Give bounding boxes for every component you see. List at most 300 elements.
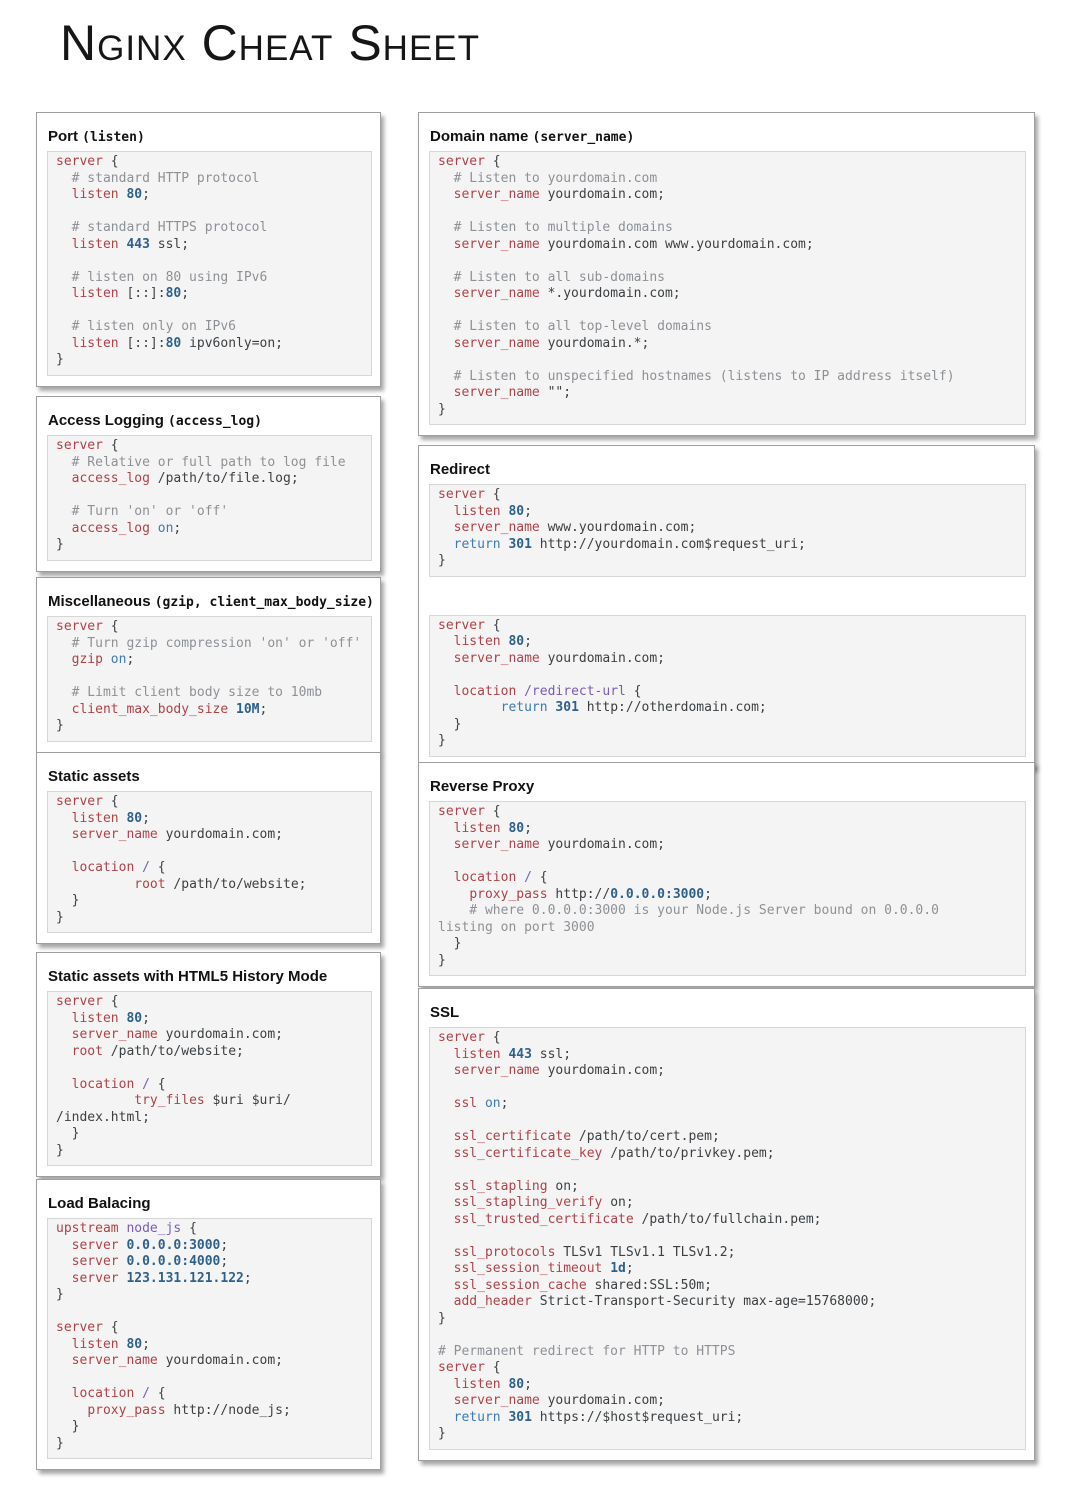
code-line [438, 369, 1021, 386]
code-line [438, 1360, 1021, 1377]
code-line [438, 1113, 1021, 1130]
code-token [56, 187, 72, 202]
code-token: server [71, 1254, 119, 1269]
section-title [48, 960, 372, 988]
code-token [56, 521, 72, 536]
code-line [438, 286, 1021, 303]
code-token: yourdomain.com www.yourdomain.com; [539, 236, 814, 252]
code-line [438, 1080, 1021, 1097]
code-token: } [56, 537, 64, 552]
code-token: { [149, 860, 166, 875]
code-token: server [438, 1030, 485, 1045]
code-line [56, 1143, 367, 1160]
code-block [47, 151, 372, 376]
code-line [438, 237, 1021, 254]
code-line [56, 1419, 367, 1436]
code-token [438, 1212, 454, 1227]
code-token: ; [142, 1336, 150, 1352]
code-token [438, 837, 454, 852]
code-token: ssl_stapling_verify [453, 1195, 603, 1210]
code-line [56, 1337, 367, 1354]
section-reverse-proxy [418, 762, 1035, 987]
section-title-text: Domain name [430, 128, 533, 145]
code-line [56, 352, 367, 369]
code-token [56, 702, 72, 717]
code-token: on; [547, 1178, 579, 1194]
code-token: # Limit client body size to 10mb [56, 685, 323, 700]
code-block [47, 1218, 372, 1459]
code-token: access_log [71, 520, 150, 536]
code-token: { [102, 619, 119, 634]
code-token: location [71, 860, 135, 875]
code-line [56, 1254, 367, 1271]
code-line [438, 1410, 1021, 1427]
section-access-logging [36, 396, 381, 572]
code-token: { [149, 1076, 166, 1092]
code-line [438, 821, 1021, 838]
code-token: listen [71, 335, 119, 351]
code-token: server [56, 1320, 103, 1335]
code-token [438, 1261, 454, 1276]
code-token: server [71, 1237, 119, 1253]
code-line [438, 1129, 1021, 1146]
code-line [56, 253, 367, 270]
code-token [56, 1386, 72, 1401]
code-token: { [181, 1221, 197, 1236]
code-line [438, 1228, 1021, 1245]
code-token: # where 0.0.0.0:3000 is your Node.js Server bound on 0.0.0.0 [438, 903, 939, 918]
code-token [438, 537, 454, 552]
code-token: server [56, 994, 103, 1009]
code-token: on [484, 1096, 501, 1111]
code-token: server_name [71, 1353, 158, 1368]
code-token: server [56, 619, 103, 634]
code-token: 80 [508, 820, 525, 836]
code-token: 123.131.121.122 [126, 1270, 244, 1286]
code-token [438, 187, 454, 202]
code-token: ; [704, 886, 712, 902]
code-token: server_name [453, 650, 540, 666]
code-token: } [56, 1435, 64, 1451]
code-token: ssl_protocols [453, 1244, 556, 1260]
code-token: yourdomain.com; [539, 1393, 665, 1408]
code-token: TLSv1 TLSv1.1 TLSv1.2; [555, 1244, 736, 1260]
code-line [438, 1212, 1021, 1229]
code-token: *.yourdomain.com; [539, 286, 681, 301]
code-line [56, 455, 367, 472]
code-token [438, 870, 454, 885]
code-token: { [625, 683, 642, 699]
code-token: ; [524, 1376, 532, 1392]
code-token: listen [71, 1010, 119, 1026]
code-line [56, 303, 367, 320]
code-token: ; [126, 652, 135, 667]
code-token: yourdomain.com; [157, 1353, 283, 1368]
section-port [36, 112, 381, 387]
code-line [56, 220, 367, 237]
code-token: server [438, 154, 485, 169]
code-token: } [438, 553, 446, 568]
code-token: ; [181, 286, 190, 301]
code-line [56, 1436, 367, 1453]
code-token: Strict-Transport-Security max-age=15768000; [531, 1294, 877, 1309]
section-title-text: Static assets [48, 768, 140, 785]
code-token [438, 237, 454, 252]
code-line [438, 487, 1021, 504]
code-token: ; [625, 1261, 634, 1276]
code-line [438, 1146, 1021, 1163]
code-token: # listen on 80 using IPv6 [56, 269, 268, 285]
code-token: client_max_body_size [71, 701, 229, 717]
code-token: ipv6only=on; [181, 335, 283, 351]
code-line [56, 1304, 367, 1321]
code-token [56, 336, 72, 351]
code-token [56, 1027, 72, 1042]
code-token: ; [173, 520, 182, 536]
code-token: ssl_certificate_key [453, 1145, 603, 1161]
code-line [438, 1327, 1021, 1344]
code-line [438, 684, 1021, 701]
code-token: server_name [71, 1027, 158, 1042]
code-token: { [102, 1320, 119, 1335]
code-line [438, 220, 1021, 237]
section-title-text: Load Balacing [48, 1195, 151, 1212]
code-block [47, 435, 372, 561]
code-line [56, 1011, 367, 1028]
code-token: { [531, 870, 548, 885]
code-token: 0.0.0.0:3000 [610, 886, 705, 902]
code-token: # Permanent redirect for HTTP to HTTPS [438, 1343, 736, 1359]
code-line [438, 553, 1021, 570]
code-line [438, 352, 1021, 369]
code-token: } [56, 352, 64, 367]
code-block [47, 991, 372, 1166]
code-line [56, 286, 367, 303]
section-redirect [418, 445, 1035, 768]
code-token: } [438, 401, 446, 417]
code-token: listen [453, 820, 501, 836]
code-token: 80 [165, 335, 182, 351]
code-token: listen [71, 810, 119, 826]
code-token: 443 [126, 236, 150, 252]
code-token [438, 385, 454, 400]
code-token: on [110, 652, 127, 667]
code-line [438, 651, 1021, 668]
section-title [48, 404, 372, 432]
code-token: upstream [56, 1221, 119, 1236]
code-token: return [453, 536, 501, 552]
code-line [56, 319, 367, 336]
code-token: # Listen to unspecified hostnames (listens to IP address itself) [438, 368, 955, 384]
code-line [438, 953, 1021, 970]
code-token [438, 520, 454, 535]
code-token [56, 877, 134, 892]
code-line [56, 669, 367, 686]
code-line [56, 1271, 367, 1288]
section-title-text: SSL [430, 1004, 460, 1021]
code-token: # Listen to multiple domains [438, 220, 673, 235]
code-line [56, 910, 367, 927]
section-miscellaneous [36, 577, 381, 753]
code-token: { [484, 154, 501, 169]
code-line [56, 1044, 367, 1061]
code-line [56, 652, 367, 669]
code-line [56, 270, 367, 287]
code-token: gzip [71, 652, 103, 667]
code-token: ; [142, 1010, 150, 1026]
code-token [56, 1044, 72, 1059]
code-line [438, 634, 1021, 651]
code-token [56, 1403, 87, 1418]
code-token [438, 1179, 454, 1194]
code-line [438, 887, 1021, 904]
code-token [56, 1337, 72, 1352]
code-token: server_name [453, 286, 540, 301]
code-token: location [71, 1386, 135, 1401]
code-token: root [134, 876, 166, 892]
section-title-text: Static assets with HTML5 History Mode [48, 968, 328, 985]
code-token: listing on port 3000 [438, 919, 595, 935]
code-token: # Listen to yourdomain.com [438, 170, 658, 186]
code-line [438, 1377, 1021, 1394]
code-line [438, 1030, 1021, 1047]
code-token: # Turn gzip compression 'on' or 'off' [56, 635, 362, 651]
code-token [438, 286, 454, 301]
code-line [56, 619, 367, 636]
code-line [438, 402, 1021, 419]
code-token [438, 1195, 454, 1210]
code-token: # listen only on IPv6 [56, 319, 237, 334]
code-token [438, 1294, 454, 1309]
code-token [438, 1063, 454, 1078]
code-token [134, 1077, 142, 1092]
code-token: { [102, 154, 119, 169]
code-token: listen [453, 1376, 501, 1392]
code-token: ; [142, 187, 150, 202]
code-token [438, 887, 469, 902]
section-title-text: Redirect [430, 461, 491, 478]
code-block [47, 616, 372, 742]
code-line [438, 1245, 1021, 1262]
code-token: ssl; [149, 236, 190, 252]
section-title-text: Access Logging [48, 412, 169, 429]
code-token [56, 811, 72, 826]
code-token: ssl_trusted_certificate [453, 1211, 634, 1227]
code-token [438, 1096, 454, 1111]
code-line [438, 1344, 1021, 1361]
code-token: { [484, 617, 501, 633]
code-token: listen [71, 187, 119, 202]
code-line [56, 154, 367, 171]
code-token: try_files [134, 1093, 205, 1108]
code-line [56, 1221, 367, 1238]
code-line [438, 618, 1021, 635]
code-line [438, 303, 1021, 320]
code-token [56, 1011, 72, 1026]
code-line [56, 438, 367, 455]
code-token: 80 [126, 1336, 143, 1352]
code-line [56, 488, 367, 505]
code-token [438, 1245, 454, 1260]
code-token [438, 700, 501, 715]
code-token: root [71, 1043, 103, 1059]
code-token: 10M [236, 701, 260, 717]
code-token: [::]: [118, 335, 166, 351]
code-line [56, 1238, 367, 1255]
code-token: location [453, 683, 517, 699]
code-line [56, 1353, 367, 1370]
code-token: / [524, 870, 532, 885]
code-line [56, 1320, 367, 1337]
code-token [438, 336, 454, 351]
code-token [56, 1238, 72, 1253]
code-token [477, 1096, 485, 1111]
code-token: listen [453, 503, 501, 519]
code-token: server_name [453, 236, 540, 252]
code-line [56, 471, 367, 488]
code-token [438, 1047, 454, 1062]
code-token: ssl; [531, 1046, 572, 1062]
code-token: on; [602, 1195, 634, 1210]
code-line [56, 537, 367, 554]
code-line [56, 1060, 367, 1077]
code-token: } [56, 1419, 80, 1434]
code-line [56, 685, 367, 702]
code-line [56, 811, 367, 828]
code-token: server [438, 804, 485, 819]
code-token: server [71, 1270, 119, 1286]
code-token: 80 [508, 634, 525, 649]
code-token: ; [500, 1096, 509, 1111]
code-token: ssl_certificate [453, 1129, 572, 1144]
code-token: /path/to/file.log; [149, 471, 299, 486]
code-token [228, 702, 236, 717]
code-token: server [438, 487, 485, 502]
code-token [438, 1129, 454, 1144]
page-title: Nginx Cheat Sheet [60, 15, 481, 71]
code-line [56, 187, 367, 204]
code-token: http://otherdomain.com; [578, 700, 767, 715]
code-line [438, 1261, 1021, 1278]
code-token [438, 684, 454, 699]
code-token: # Relative or full path to log file [56, 454, 346, 470]
code-token [56, 1353, 72, 1368]
code-token [438, 634, 454, 649]
code-token: ssl_stapling [453, 1178, 548, 1194]
code-token: ; [524, 634, 532, 649]
code-token: return [453, 1409, 501, 1425]
code-token: { [484, 804, 501, 819]
code-line [56, 237, 367, 254]
code-token: node_js [126, 1221, 182, 1236]
code-line [438, 936, 1021, 953]
code-line [438, 537, 1021, 554]
code-token: yourdomain.com; [157, 1027, 283, 1042]
code-line [438, 1162, 1021, 1179]
code-token [516, 684, 524, 699]
code-line [438, 520, 1021, 537]
code-token: server_name [453, 1063, 540, 1078]
code-token: } [438, 1426, 446, 1441]
code-line [56, 1386, 367, 1403]
code-block [429, 151, 1026, 425]
code-token: [::]: [118, 286, 166, 301]
code-line [56, 204, 367, 221]
code-token: ; [220, 1237, 229, 1253]
section-title [48, 585, 372, 613]
section-title [430, 770, 1026, 798]
code-token: add_header [453, 1294, 532, 1309]
code-token: server [438, 617, 485, 633]
code-token: } [56, 893, 80, 908]
section-title-text: (listen) [82, 130, 145, 145]
code-line [56, 336, 367, 353]
code-line [56, 1126, 367, 1143]
code-token: location [71, 1076, 135, 1092]
section-title-text: (server_name) [532, 130, 635, 145]
code-token: ""; [539, 385, 572, 400]
code-token: ssl [453, 1096, 478, 1111]
code-token [56, 1254, 72, 1269]
code-token: /path/to/website; [165, 876, 307, 892]
section-title [48, 120, 372, 148]
section-title [430, 453, 1026, 481]
code-line [438, 204, 1021, 221]
code-token: 301 [555, 700, 579, 715]
section-title [48, 760, 372, 788]
code-token: yourdomain.com; [539, 1063, 665, 1078]
code-token [56, 471, 72, 486]
code-block [429, 801, 1026, 976]
code-token [103, 652, 111, 667]
code-token: } [56, 909, 64, 925]
code-token: } [438, 716, 462, 732]
code-line [438, 270, 1021, 287]
code-token: proxy_pass [87, 1402, 166, 1418]
code-token: { [484, 1030, 501, 1045]
code-token [56, 1271, 72, 1286]
code-line [438, 336, 1021, 353]
code-line [56, 1403, 367, 1420]
code-token: /path/to/fullchain.pem; [633, 1211, 822, 1227]
code-token: listen [71, 286, 119, 301]
code-token: http://node_js; [165, 1402, 291, 1418]
code-line [56, 994, 367, 1011]
code-token: ssl_session_timeout [453, 1261, 603, 1276]
code-token: } [438, 952, 446, 968]
code-token: 80 [508, 1376, 525, 1392]
code-token: ; [220, 1254, 229, 1269]
code-line [438, 385, 1021, 402]
code-token: } [438, 936, 462, 951]
code-token: $uri $uri/ [204, 1093, 291, 1108]
code-line [438, 837, 1021, 854]
code-line [438, 733, 1021, 750]
code-line [56, 718, 367, 735]
code-token: yourdomain.*; [539, 335, 650, 351]
code-token: 443 [508, 1046, 532, 1062]
code-line [56, 1027, 367, 1044]
code-token [56, 1077, 72, 1092]
code-token [56, 286, 72, 301]
code-token: yourdomain.com; [539, 837, 665, 852]
code-token [56, 652, 72, 667]
code-token: listen [71, 1336, 119, 1352]
code-token [438, 1146, 454, 1161]
code-token: https://$host$request_uri; [531, 1409, 744, 1425]
code-line [56, 1093, 367, 1110]
code-token: proxy_pass [469, 886, 548, 902]
